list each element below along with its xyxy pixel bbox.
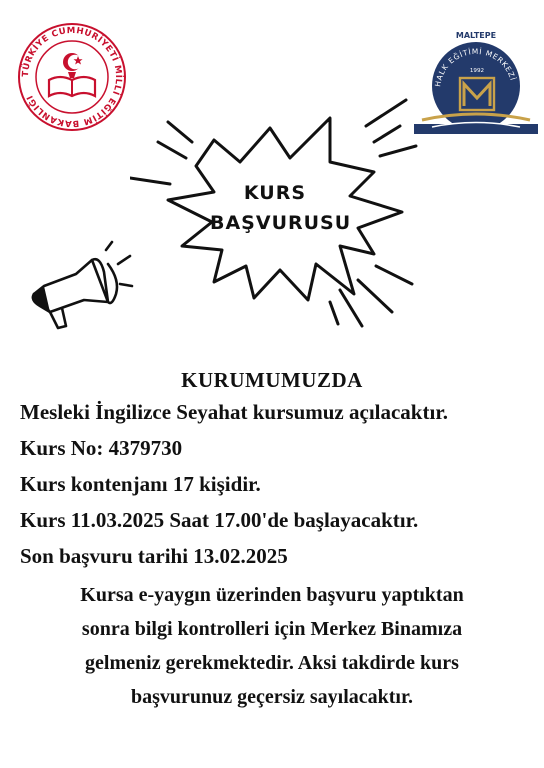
application-note: [30, 578, 514, 714]
note-line: sonra bilgi kontrolleri için Merkez Binamıza: [81, 618, 463, 640]
meb-logo: [12, 22, 132, 132]
info-line-capacity: Kurs kontenjanı 17 kişidir.: [20, 472, 261, 496]
info-line-course-no: Kurs No: 4379730: [20, 436, 183, 460]
burst-title: [210, 178, 352, 238]
info-line-start: Kurs 11.03.2025 Saat 17.00'de başlayacaktır.: [20, 508, 419, 532]
halk-top-text: MALTEPE: [455, 31, 497, 40]
halk-year: 1992: [469, 68, 485, 74]
meb-logo-text: TÜRKİYE CUMHURİYETİ MİLLİ EĞİTİM BAKANLIĞI: [20, 25, 124, 129]
megaphone-icon: [20, 240, 140, 340]
burst-title-line2: BAŞVURUSU: [210, 212, 352, 234]
burst-title-line1: KURS: [243, 182, 307, 204]
note-line: gelmeniz gerekmektedir. Aksi takdirde kurs: [85, 652, 459, 674]
halk-egitimi-logo: [412, 28, 542, 138]
note-line: Kursa e-yaygın üzerinden başvuru yaptıktan: [80, 584, 464, 606]
halk-arc-text: HALK EĞİTİMİ MERKEZİ: [433, 46, 518, 88]
note-line: başvurunuz geçersiz sayılacaktır.: [130, 686, 414, 708]
heading: KURUMUMUZDA: [181, 368, 363, 392]
info-line-deadline: Son başvuru tarihi 13.02.2025: [20, 544, 288, 568]
info-line-course: Mesleki İngilizce Seyahat kursumuz açılacaktır.: [20, 400, 448, 424]
